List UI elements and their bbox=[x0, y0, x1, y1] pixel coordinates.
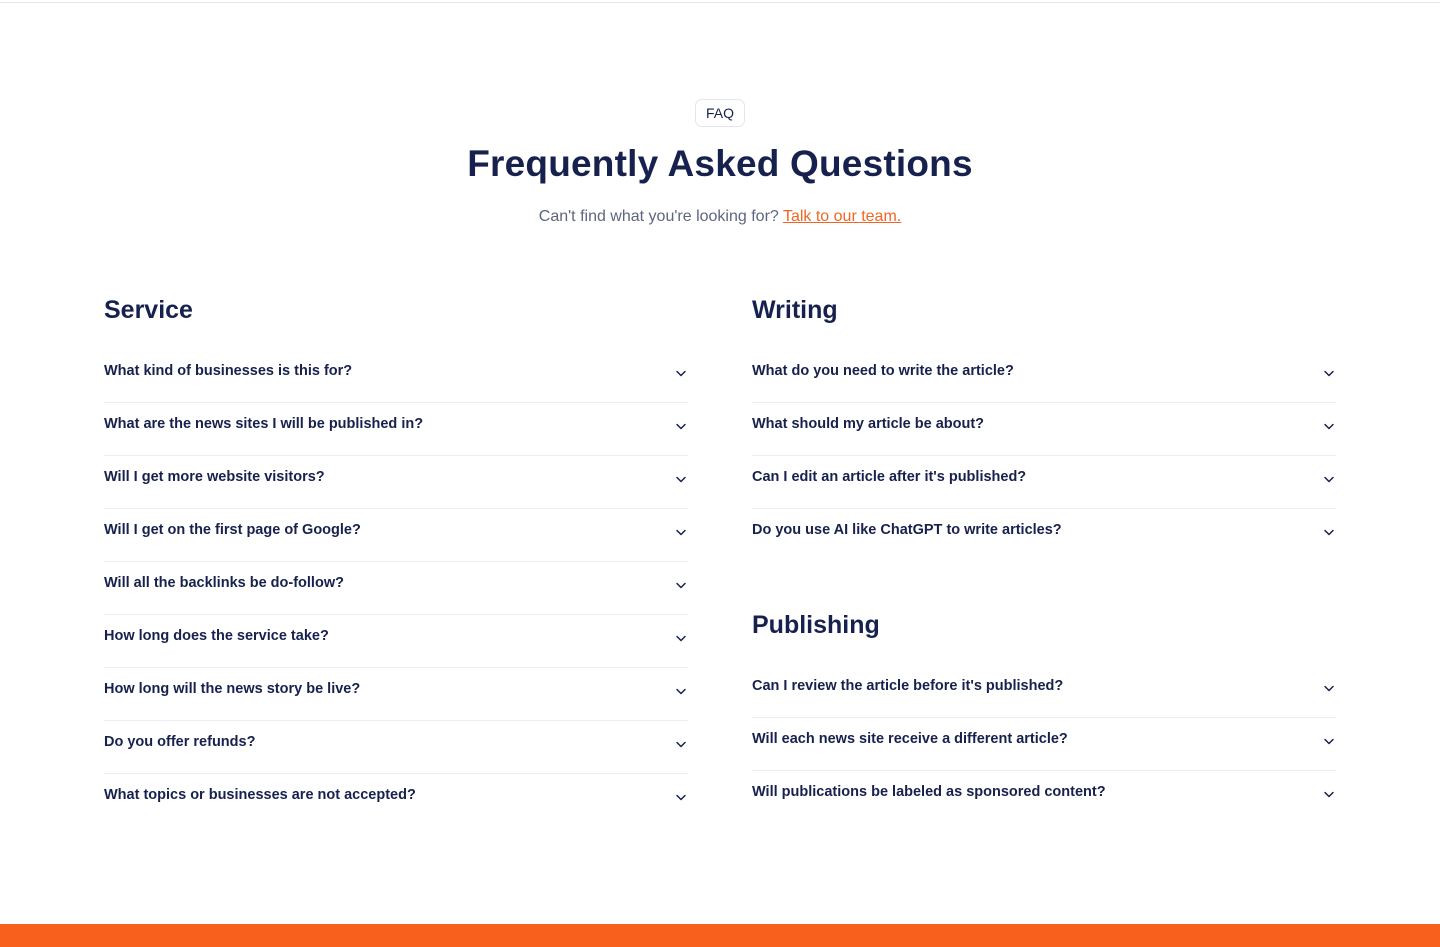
faq-item[interactable] bbox=[752, 665, 1336, 718]
faq-question: What should my article be about? bbox=[752, 416, 985, 432]
chevron-down-icon[interactable] bbox=[1322, 734, 1336, 748]
chevron-down-icon[interactable] bbox=[674, 578, 688, 592]
chevron-down-icon[interactable] bbox=[674, 472, 688, 486]
chevron-down-icon[interactable] bbox=[1322, 472, 1336, 486]
faq-item[interactable] bbox=[104, 774, 688, 827]
faq-question: Will I get more website visitors? bbox=[104, 469, 325, 485]
faq-item[interactable] bbox=[752, 456, 1336, 509]
faq-question: Can I edit an article after it's published? bbox=[752, 469, 1027, 485]
subtitle-text: Can't find what you're looking for? bbox=[538, 208, 779, 225]
faq-question: What do you need to write the article? bbox=[752, 363, 1014, 379]
faq-question: How long will the news story be live? bbox=[104, 681, 361, 697]
chevron-down-icon[interactable] bbox=[674, 737, 688, 751]
faq-question: Will publications be labeled as sponsored content? bbox=[752, 784, 1106, 800]
chevron-down-icon[interactable] bbox=[674, 631, 688, 645]
page-title: Frequently Asked Questions bbox=[467, 143, 973, 184]
footer-band bbox=[0, 924, 1440, 947]
chevron-down-icon[interactable] bbox=[674, 684, 688, 698]
faq-item[interactable] bbox=[104, 668, 688, 721]
faq-question: Do you offer refunds? bbox=[104, 734, 256, 750]
faq-list-service bbox=[104, 350, 688, 827]
faq-question: What kind of businesses is this for? bbox=[104, 363, 353, 379]
faq-question: What are the news sites I will be published in? bbox=[104, 416, 424, 432]
faq-question: Will I get on the first page of Google? bbox=[104, 522, 361, 538]
section-heading-writing: Writing bbox=[752, 296, 838, 324]
chevron-down-icon[interactable] bbox=[1322, 419, 1336, 433]
chevron-down-icon[interactable] bbox=[1322, 681, 1336, 695]
faq-question: Can I review the article before it's published? bbox=[752, 678, 1064, 694]
faq-question: Do you use AI like ChatGPT to write articles? bbox=[752, 522, 1062, 538]
faq-item[interactable] bbox=[104, 509, 688, 562]
faq-question: What topics or businesses are not accepted? bbox=[104, 787, 416, 803]
faq-item[interactable] bbox=[104, 615, 688, 668]
subtitle bbox=[0, 208, 1440, 226]
chevron-down-icon[interactable] bbox=[674, 790, 688, 804]
chevron-down-icon[interactable] bbox=[674, 366, 688, 380]
chevron-down-icon[interactable] bbox=[674, 525, 688, 539]
faq-item[interactable] bbox=[104, 403, 688, 456]
faq-item[interactable] bbox=[752, 509, 1336, 562]
faq-item[interactable] bbox=[752, 403, 1336, 456]
faq-item[interactable] bbox=[104, 562, 688, 615]
chevron-down-icon[interactable] bbox=[1322, 525, 1336, 539]
faq-badge: FAQ bbox=[695, 99, 745, 127]
section-heading-publishing: Publishing bbox=[752, 611, 880, 639]
header-divider bbox=[0, 0, 1440, 3]
faq-question: Will all the backlinks be do-follow? bbox=[104, 575, 344, 591]
section-heading-service: Service bbox=[104, 296, 193, 324]
faq-item[interactable] bbox=[104, 721, 688, 774]
faq-item[interactable] bbox=[752, 350, 1336, 403]
chevron-down-icon[interactable] bbox=[1322, 787, 1336, 801]
faq-question: Will each news site receive a different article? bbox=[752, 731, 1068, 747]
faq-item[interactable] bbox=[104, 456, 688, 509]
faq-list-writing bbox=[752, 350, 1336, 562]
chevron-down-icon[interactable] bbox=[1322, 366, 1336, 380]
faq-list-publishing bbox=[752, 665, 1336, 824]
faq-item[interactable] bbox=[752, 718, 1336, 771]
faq-question: How long does the service take? bbox=[104, 628, 329, 644]
chevron-down-icon[interactable] bbox=[674, 419, 688, 433]
faq-item[interactable] bbox=[104, 350, 688, 403]
faq-item[interactable] bbox=[752, 771, 1336, 824]
talk-to-team-link[interactable]: Talk to our team. bbox=[782, 208, 902, 225]
